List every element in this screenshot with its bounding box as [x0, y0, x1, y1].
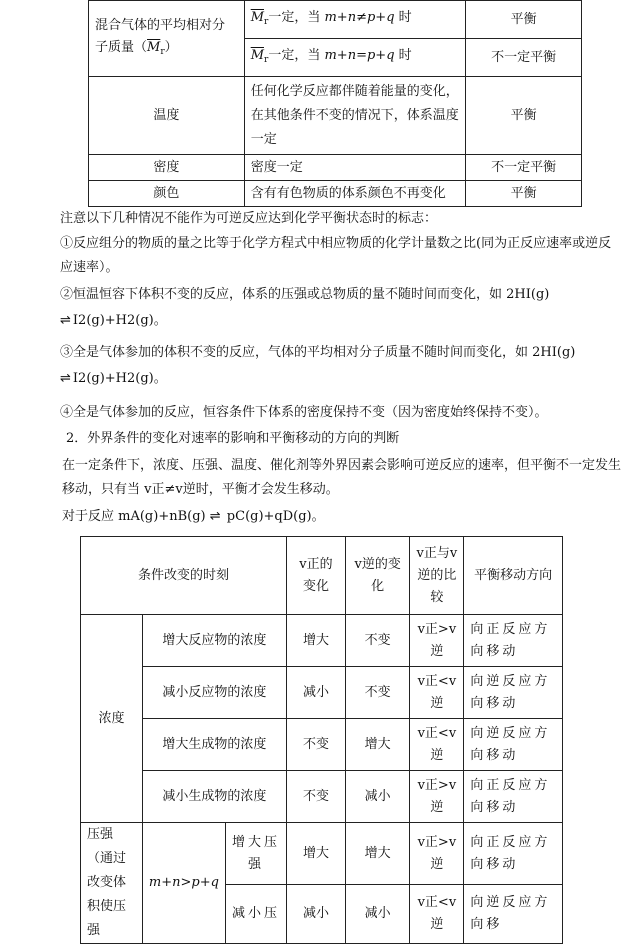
cond-cell: 增大生成物的浓度: [142, 719, 286, 771]
cond-cell: 减小生成物的浓度: [142, 771, 286, 823]
cond-cell: 增大反应物的浓度: [142, 615, 286, 667]
note-3: ③全是气体参加的体积不变的反应，气体的平均相对分子质量不随时间而变化，如 2HI(g): [60, 345, 576, 360]
vf-cell: 增大: [286, 615, 345, 667]
result-cell: 不一定平衡: [466, 39, 582, 77]
note-2-equation: ⇌ I2(g)+H2(g)。: [60, 310, 167, 332]
rate-shift-table: [80, 536, 563, 944]
note-1: ①反应组分的物质的量之比等于化学方程式中相应物质的化学计量数之比(同为正反应速率或逆反应速率）。: [60, 236, 612, 275]
desc-cell: 任何化学反应都伴随着能量的变化，在其他条件不变的情况下，体系温度一定: [244, 77, 466, 155]
dir-cell: 向逆反应方向移动: [464, 719, 563, 771]
vf-cell: 不变: [286, 719, 345, 771]
equilibrium-criteria-table: [88, 0, 582, 207]
dir-cell: 向逆反应方向移动: [464, 667, 563, 719]
desc-cell: 含有有色物质的体系颜色不再变化: [244, 181, 466, 207]
cmp-cell: v正>v逆: [410, 615, 464, 667]
cmp-cell: v正<v逆: [410, 719, 464, 771]
dir-cell: 向正反应方向移动: [464, 771, 563, 823]
note-4: ④全是气体参加的反应，恒容条件下体系的密度保持不变（因为密度始终保持不变）。: [60, 405, 548, 420]
note-2: ②恒温恒容下体积不变的反应，体系的压强或总物质的量不随时间而变化，如 2HI(g): [60, 287, 550, 302]
vf-cell: 不变: [286, 771, 345, 823]
note-3-equation: ⇌ I2(g)+H2(g)。: [60, 368, 167, 390]
vf-cell: 减小: [286, 667, 345, 719]
vr-cell: 减小: [345, 771, 409, 823]
reversible-arrow-icon: ⇌: [209, 509, 221, 524]
sub-condition: m+n>p+q: [142, 823, 225, 944]
reversible-arrow-icon: ⇌: [60, 313, 71, 328]
header-vrev: v逆的变化: [345, 537, 409, 615]
cond-cell: 颜色: [89, 181, 245, 207]
result-cell: 平衡: [466, 77, 582, 155]
reaction-equation: 对于反应 mA(g)+nB(g) ⇌ pC(g)+qD(g)。: [62, 506, 325, 528]
notes-intro: 注意以下几种情况不能作为可逆反应达到化学平衡状态时的标志：: [60, 211, 438, 226]
section-heading: 2．外界条件的变化对速率的影响和平衡移动的方向的判断: [66, 431, 400, 446]
cmp-cell: v正>v逆: [410, 771, 464, 823]
cond-cell: 减小反应物的浓度: [142, 667, 286, 719]
group-concentration: 浓度: [81, 615, 143, 823]
dir-cell: 向逆反应方向移: [464, 885, 563, 944]
dir-cell: 向正反应方向移动: [464, 615, 563, 667]
vf-cell: 减小: [286, 885, 345, 944]
cmp-cell: v正>v逆: [410, 823, 464, 885]
cond-cell: 密度: [89, 155, 245, 181]
vr-cell: 不变: [345, 615, 409, 667]
desc-cell: $\overline{M}_r$一定，当 m+n≠p+q 时: [244, 1, 466, 39]
cond-cell: 混合气体的平均相对分子质量$(\overline{M}_r)$: [89, 1, 245, 77]
result-cell: 平衡: [466, 181, 582, 207]
result-cell: 不一定平衡: [466, 155, 582, 181]
header-moment: 条件改变的时刻: [81, 537, 287, 615]
cmp-cell: v正<v逆: [410, 885, 464, 944]
group-pressure: 压强（通过改变体积使压强: [81, 823, 143, 944]
cond-cell: 增大压强: [225, 823, 286, 885]
vr-cell: 增大: [345, 823, 409, 885]
desc-cell: $\overline{M}_r$一定，当 m+n=p+q 时: [244, 39, 466, 77]
vr-cell: 增大: [345, 719, 409, 771]
vr-cell: 减小: [345, 885, 409, 944]
header-vfwd: v正的变化: [286, 537, 345, 615]
dir-cell: 向正反应方向移动: [464, 823, 563, 885]
vr-cell: 不变: [345, 667, 409, 719]
cond-cell: 温度: [89, 77, 245, 155]
reversible-arrow-icon: ⇌: [60, 371, 71, 386]
desc-cell: 密度一定: [244, 155, 466, 181]
cond-cell: 减小压: [225, 885, 286, 944]
header-direction: 平衡移动方向: [464, 537, 563, 615]
result-cell: 平衡: [466, 1, 582, 39]
section-paragraph: 在一定条件下，浓度、压强、温度、催化剂等外界因素会影响可逆反应的速率，但平衡不一定发生移动，只有当 v正≠v逆时，平衡才会发生移动。: [62, 458, 622, 497]
cmp-cell: v正<v逆: [410, 667, 464, 719]
vf-cell: 增大: [286, 823, 345, 885]
header-compare: v正与v逆的比较: [410, 537, 464, 615]
